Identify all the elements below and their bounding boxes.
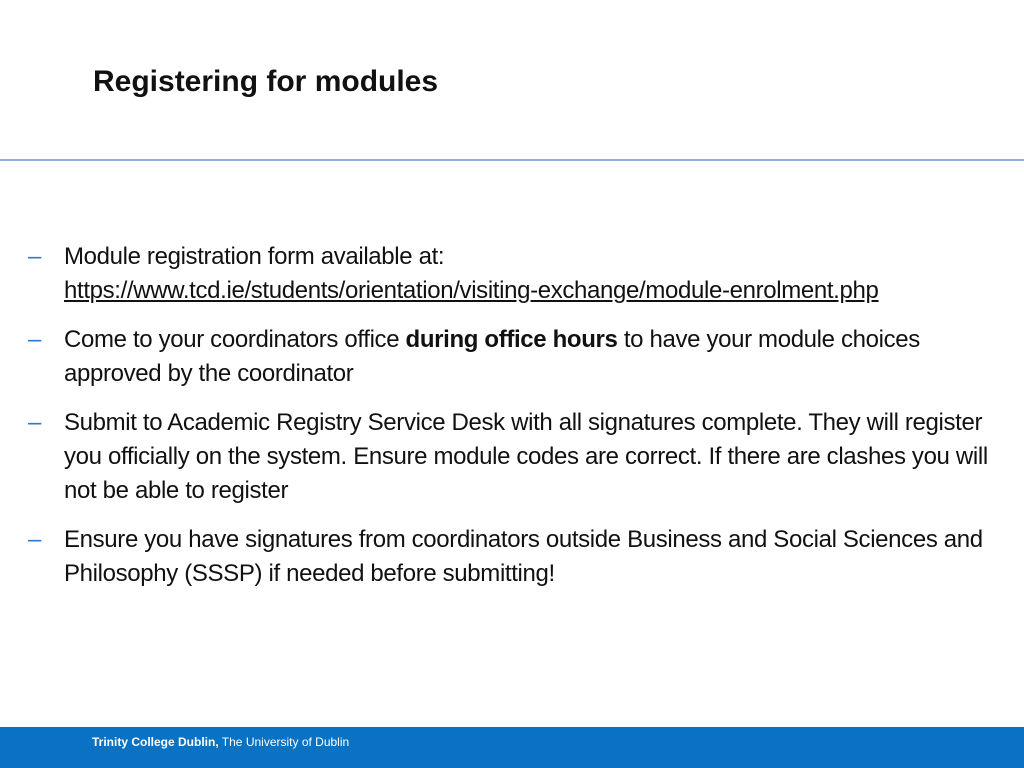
bullet-item-registration-form xyxy=(0,240,1024,308)
bullet-item-registry-submission xyxy=(0,406,1024,508)
footer-text xyxy=(92,734,349,750)
bullet-emphasis: during office hours xyxy=(405,326,618,353)
dash-bullet-icon: – xyxy=(28,526,41,553)
bullet-item-signatures xyxy=(0,523,1024,591)
dash-bullet-icon: – xyxy=(28,326,41,353)
footer-subtitle: The University of Dublin xyxy=(218,735,350,749)
bullet-text: Submit to Academic Registry Service Desk with all signatures complete. They will register you officially on the system. Ensure module codes are correct. If there are clashes you will not be able to register xyxy=(64,409,988,504)
slide-title: Registering for modules xyxy=(93,65,439,98)
module-enrolment-link[interactable]: https://www.tcd.ie/students/orientation/visiting-exchange/module-enrolment.php xyxy=(64,277,879,304)
bullet-text: to have your module choices approved by the coordinator xyxy=(64,326,920,387)
bullet-list xyxy=(0,240,1024,606)
footer-institution: Trinity College Dublin, xyxy=(92,735,219,749)
bullet-text: Come to your coordinators office xyxy=(64,326,406,353)
bullet-text: Module registration form available at: xyxy=(64,243,445,270)
dash-bullet-icon: – xyxy=(28,243,41,270)
bullet-text: Ensure you have signatures from coordinators outside Business and Social Sciences and Philosophy (SSSP) if needed before submitting! xyxy=(64,526,983,587)
bullet-item-coordinator-approval xyxy=(0,323,1024,391)
title-divider xyxy=(0,159,1024,161)
dash-bullet-icon: – xyxy=(28,409,41,436)
